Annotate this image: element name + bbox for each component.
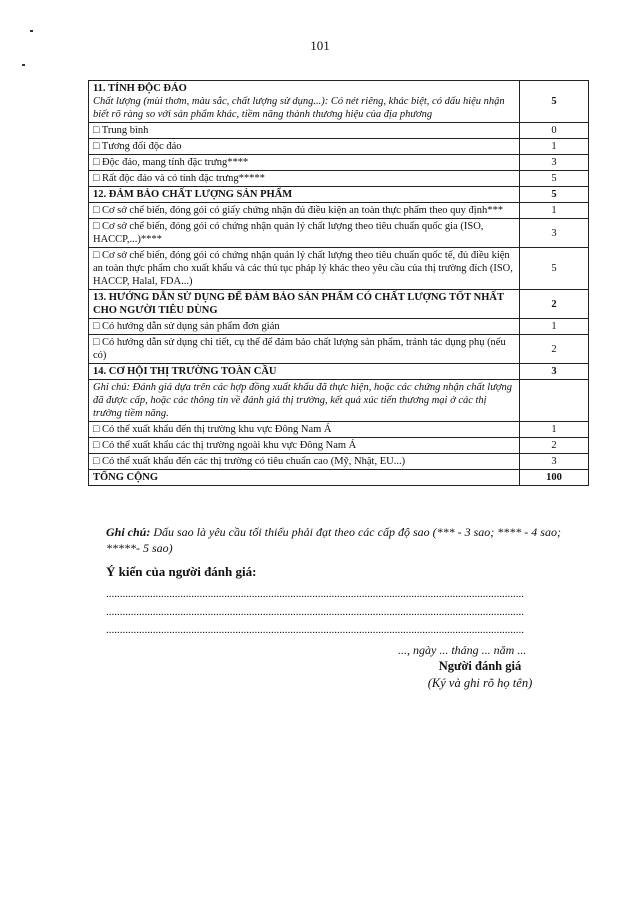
criterion-label: □ Trung bình [89,123,520,139]
table-row [89,139,589,155]
points-cell: 1 [520,319,589,335]
criterion-label: □ Rất độc đáo và có tính đặc trưng***** [89,171,520,187]
table-row [89,438,589,454]
points-cell: 5 [520,171,589,187]
footnote-text: Dấu sao là yêu cầu tối thiểu phải đạt theo các cấp độ sao (*** - 3 sao; **** - 4 sao; *****- 5 sao) [106,525,561,555]
note-row [89,380,589,422]
section-title: 11. TÍNH ĐỘC ĐÁO [93,83,187,94]
points-cell: 2 [520,335,589,364]
section-subtitle: Chất lượng (mùi thơm, màu sắc, chất lượng sử dụng...): Có nét riêng, khác biệt, có dấu hiệu nhận biết rõ ràng so với sản phẩm khác, tiềm năng thành thương hiệu của địa phương [93,96,505,120]
table-row [89,319,589,335]
points-cell: 5 [520,187,589,203]
section-title: 12. ĐẢM BẢO CHẤT LƯỢNG SẢN PHẨM [89,187,520,203]
footnote [106,524,586,556]
section-title: 14. CƠ HỘI THỊ TRƯỜNG TOÀN CẦU [89,364,520,380]
footnote-label: Ghi chú: [106,525,151,539]
table-row [89,422,589,438]
table-row [89,454,589,470]
section-row [89,470,589,486]
criterion-label: □ Có hướng dẫn sử dụng sản phẩm đơn giản [89,319,520,335]
scan-mark-top [30,30,33,32]
table-row [89,155,589,171]
criterion-label: □ Cơ sở chế biến, đóng gói có chứng nhận quản lý chất lượng theo tiêu chuẩn quốc tế, đủ điều kiện an toàn thực phẩm cho xuất khẩu và các thủ tục pháp lý khác theo yêu cầu của thị trường đích (ISO, HACCP, Halal, FDA...) [89,248,520,290]
section-row [89,290,589,319]
points-cell: 2 [520,290,589,319]
criterion-label: □ Có hướng dẫn sử dụng chi tiết, cụ thể để đảm bảo chất lượng sản phẩm, tránh tác dụng phụ (nếu có) [89,335,520,364]
section-cell [89,81,520,123]
table-row [89,123,589,139]
criterion-label: □ Độc đáo, mang tính đặc trưng**** [89,155,520,171]
points-cell: 1 [520,139,589,155]
scan-mark-bottom [22,64,25,66]
points-cell: 3 [520,364,589,380]
dotted-line-1: ........................................................................................................................................................ [106,588,524,600]
points-cell: 3 [520,155,589,171]
dotted-line-2: ........................................................................................................................................................ [106,606,524,618]
points-cell: 5 [520,248,589,290]
table-row [89,335,589,364]
criterion-label: □ Cơ sở chế biến, đóng gói có giấy chứng nhận đủ điều kiện an toàn thực phẩm theo quy định*** [89,203,520,219]
criterion-label: □ Có thể xuất khẩu các thị trường ngoài khu vực Đông Nam Á [89,438,520,454]
date-line: ..., ngày ... tháng ... năm ... [398,643,527,657]
section-row [89,81,589,123]
points-cell: 2 [520,438,589,454]
section-row [89,364,589,380]
section-note: Ghi chú: Đánh giá dựa trên các hợp đồng xuất khẩu đã thực hiện, hoặc các chứng nhận chất lượng đã được cấp, hoặc các thông tin về đánh giá thị trường, kết quả xúc tiến thương mại ở các thị trường tiềm năng. [89,380,520,422]
points-cell: 1 [520,203,589,219]
signer-note: (Ký và ghi rõ họ tên) [427,676,533,690]
criterion-label: □ Tương đối độc đáo [89,139,520,155]
table-row [89,248,589,290]
points-cell: 3 [520,454,589,470]
points-cell: 1 [520,422,589,438]
section-row [89,187,589,203]
table-row [89,219,589,248]
points-cell [520,380,589,422]
section-title: 13. HƯỚNG DẪN SỬ DỤNG ĐỂ ĐẢM BẢO SẢN PHẨM CÓ CHẤT LƯỢNG TỐT NHẤT CHO NGƯỜI TIÊU DÙNG [89,290,520,319]
points-cell: 5 [520,81,589,123]
points-cell: 100 [520,470,589,486]
signer-title: Người đánh giá [438,659,522,673]
section-title: TỔNG CỘNG [89,470,520,486]
page-number: 101 [310,38,330,53]
criterion-label: □ Cơ sở chế biến, đóng gói có chứng nhận quản lý chất lượng theo tiêu chuẩn quốc gia (ISO, HACCP,...)**** [89,219,520,248]
opinion-heading: Ý kiến của người đánh giá: [106,564,257,579]
points-cell: 0 [520,123,589,139]
dotted-line-3: ........................................................................................................................................................ [106,624,524,636]
criterion-label: □ Có thể xuất khẩu đến các thị trường có tiêu chuẩn cao (Mỹ, Nhật, EU...) [89,454,520,470]
criterion-label: □ Có thể xuất khẩu đến thị trường khu vực Đông Nam Á [89,422,520,438]
points-cell: 3 [520,219,589,248]
table-row [89,171,589,187]
scoring-table [88,80,589,486]
table-row [89,203,589,219]
